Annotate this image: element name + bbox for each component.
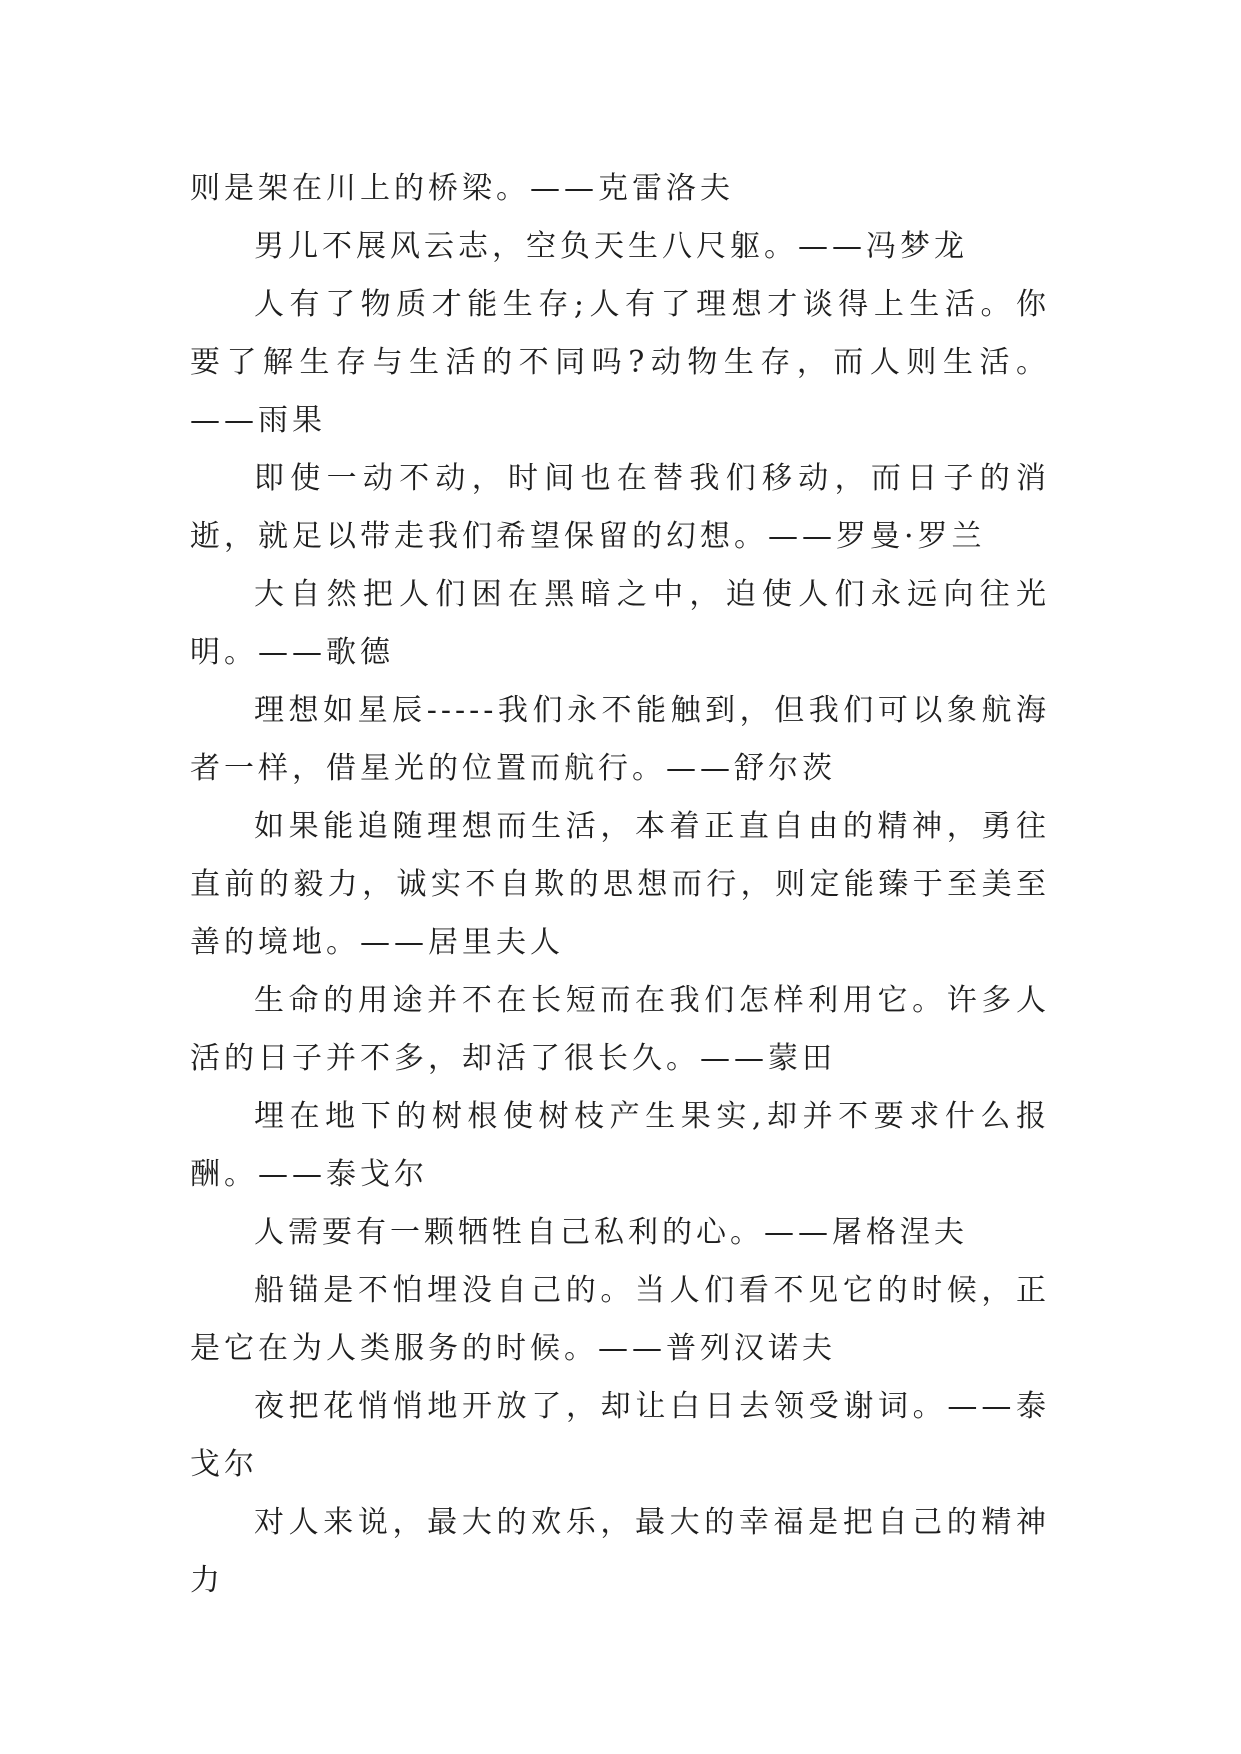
quote-paragraph: 人有了物质才能生存;人有了理想才谈得上生活。你要了解生存与生活的不同吗?动物生存，而人则生活。——雨果	[190, 287, 1050, 438]
quote-paragraph: 男儿不展风云志，空负天生八尺躯。——冯梦龙	[254, 229, 968, 264]
quote-paragraph: 即使一动不动，时间也在替我们移动，而日子的消逝，就足以带走我们希望保留的幻想。——罗曼·罗兰	[190, 461, 1050, 554]
quote-paragraph: 埋在地下的树根使树枝产生果实,却并不要求什么报酬。——泰戈尔	[190, 1099, 1050, 1192]
quote-paragraph: 对人来说，最大的欢乐，最大的幸福是把自己的精神力	[190, 1505, 1050, 1598]
quote-paragraph: 如果能追随理想而生活，本着正直自由的精神，勇往直前的毅力，诚实不自欺的思想而行，则定能臻于至美至善的境地。——居里夫人	[190, 809, 1050, 960]
quote-paragraph: 则是架在川上的桥梁。——克雷洛夫	[190, 171, 734, 206]
quote-paragraph: 生命的用途并不在长短而在我们怎样利用它。许多人活的日子并不多，却活了很长久。——蒙田	[190, 983, 1050, 1076]
document-body	[190, 160, 1050, 1610]
quote-paragraph: 大自然把人们困在黑暗之中，迫使人们永远向往光明。——歌德	[190, 577, 1050, 670]
quote-paragraph: 夜把花悄悄地开放了，却让白日去领受谢词。——泰戈尔	[190, 1389, 1050, 1482]
quote-paragraph: 理想如星辰-----我们永不能触到，但我们可以象航海者一样，借星光的位置而航行。——舒尔茨	[190, 693, 1050, 786]
quote-paragraph: 人需要有一颗牺牲自己私利的心。——屠格涅夫	[254, 1215, 968, 1250]
quote-paragraph: 船锚是不怕埋没自己的。当人们看不见它的时候，正是它在为人类服务的时候。——普列汉诺夫	[190, 1273, 1050, 1366]
